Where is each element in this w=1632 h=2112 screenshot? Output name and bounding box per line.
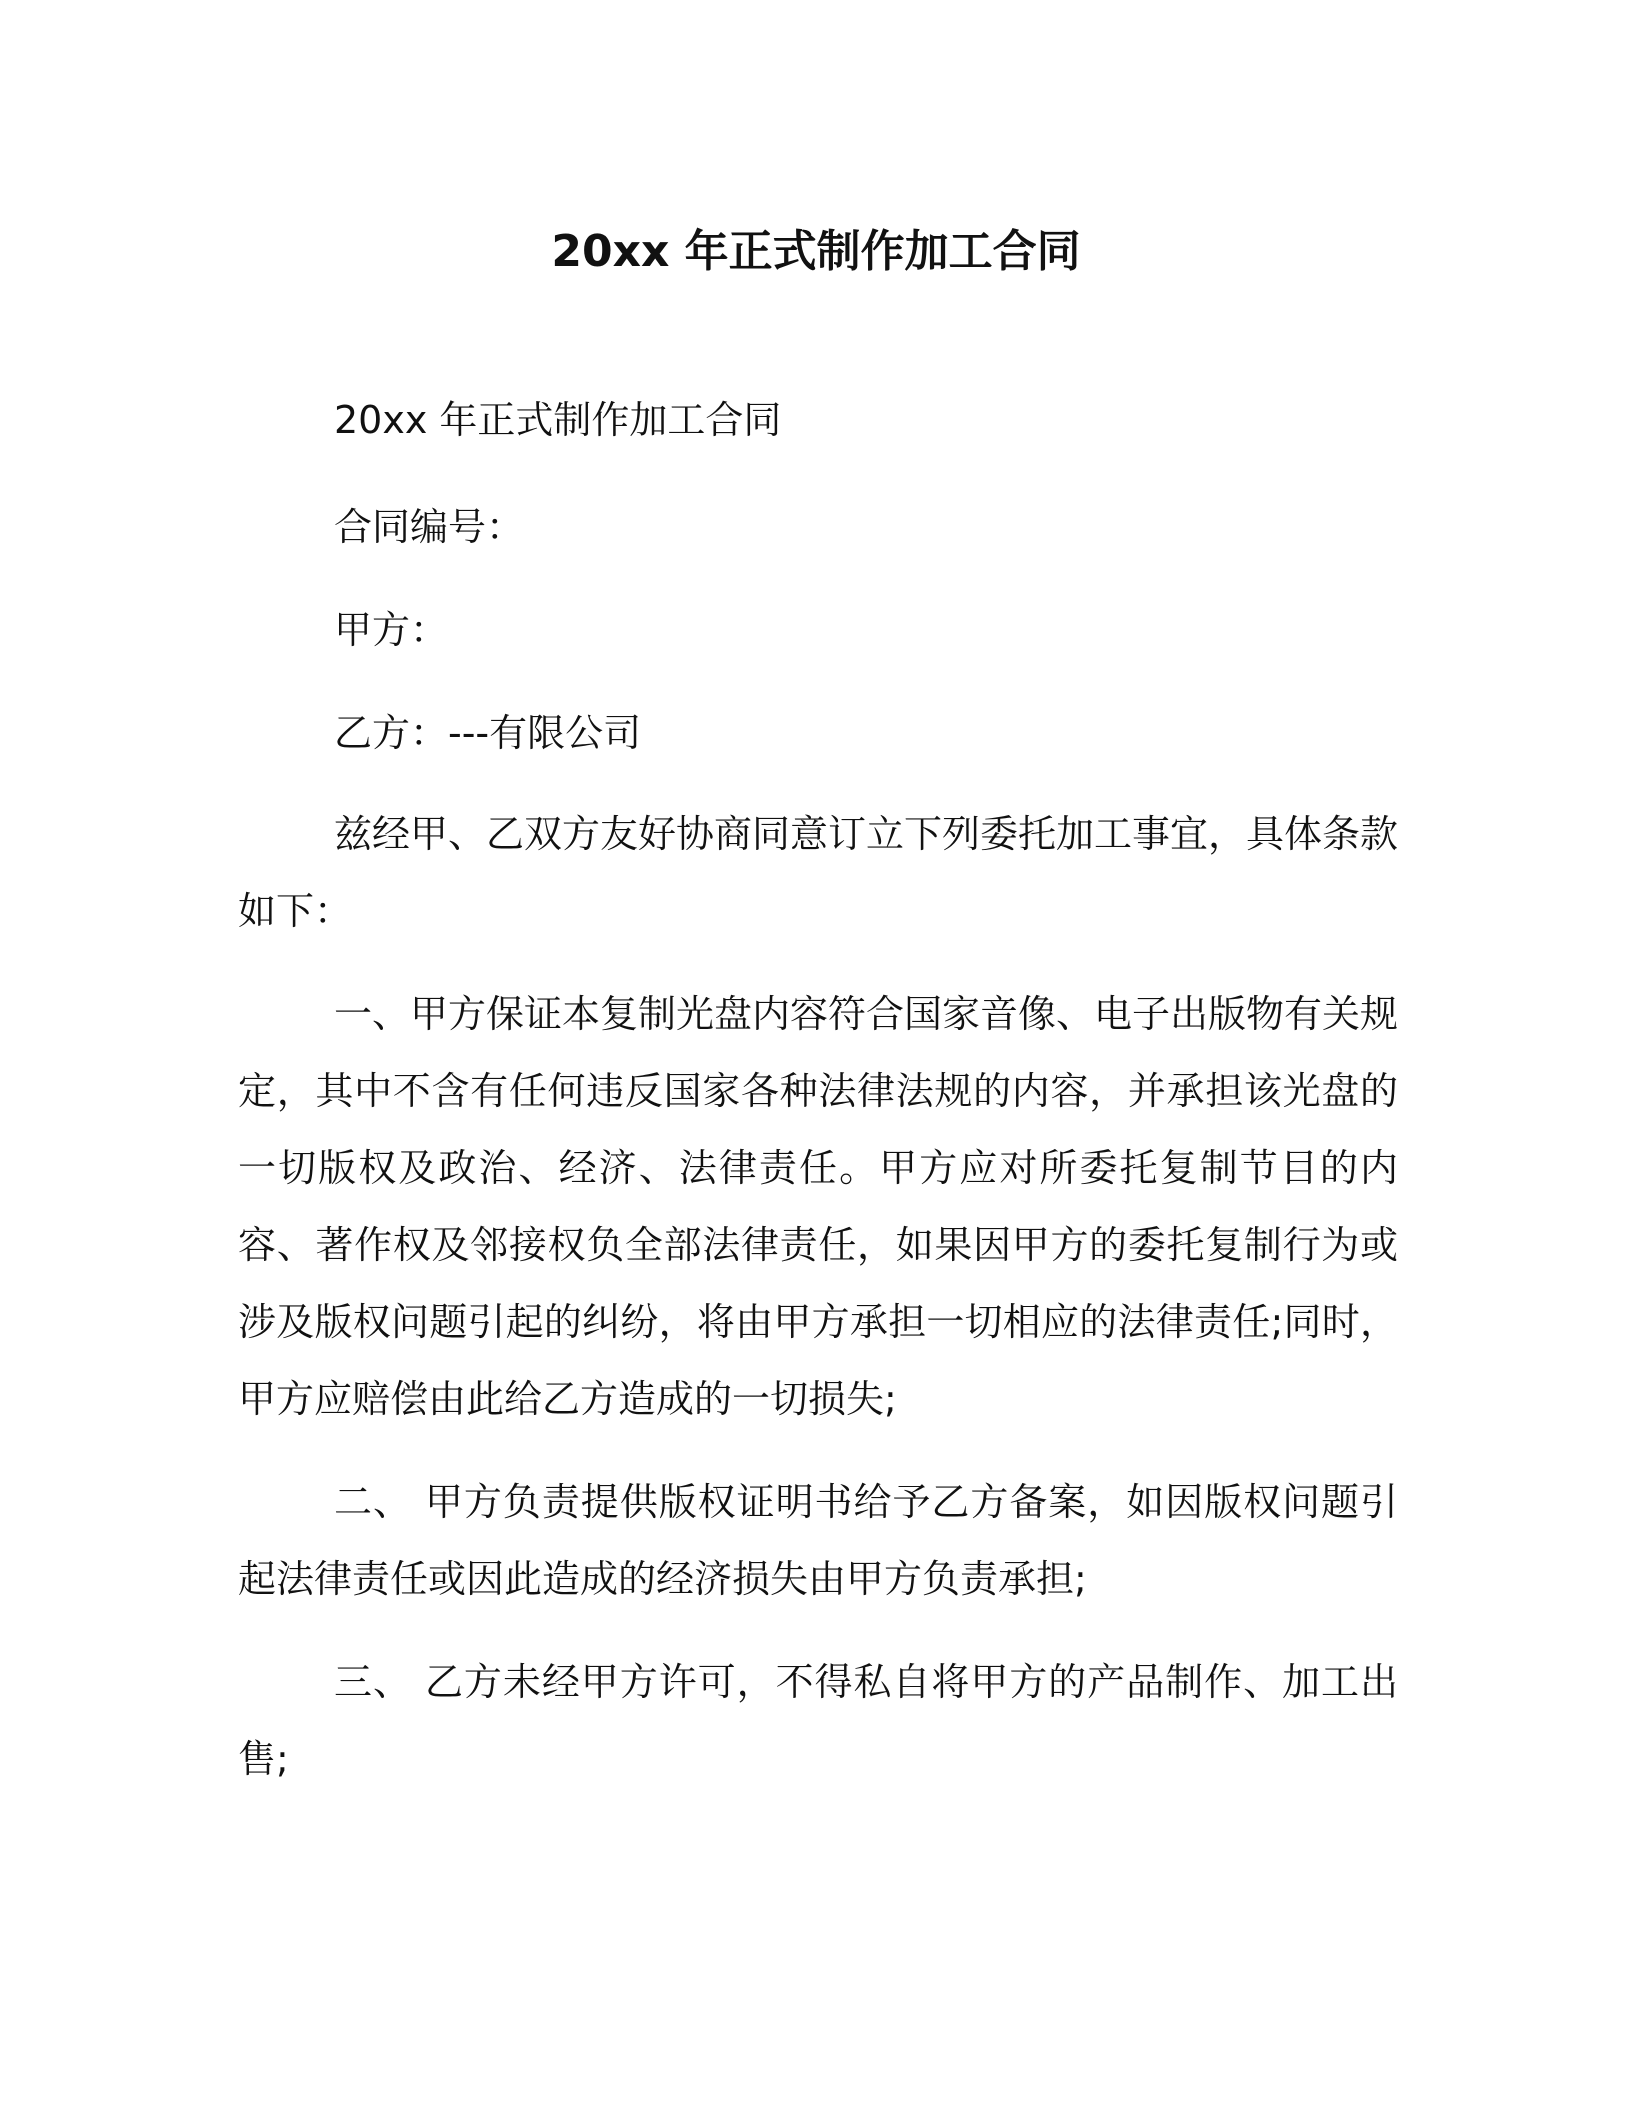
clause-3: 三、 乙方未经甲方许可，不得私自将甲方的产品制作、加工出售;: [238, 1660, 1398, 1781]
clause-1: 一、甲方保证本复制光盘内容符合国家音像、电子出版物有关规定，其中不含有任何违反国家各种法律法规的内容，并承担该光盘的一切版权及政治、经济、法律责任。甲方应对所委托复制节目的内容、著作权及邻接权负全部法律责任，如果因甲方的委托复制行为或涉及版权问题引起的纠纷，将由甲方承担一切相应的法律责任;同时，甲方应赔偿由此给乙方造成的一切损失;: [238, 992, 1399, 1421]
party-b-label: 乙方：---有限公司: [334, 711, 642, 755]
intro-paragraph: 兹经甲、乙双方友好协商同意订立下列委托加工事宜，具体条款如下：: [238, 812, 1399, 933]
party-a-label: 甲方：: [334, 608, 449, 652]
clause-2: 二、 甲方负责提供版权证明书给予乙方备案，如因版权问题引起法律责任或因此造成的经济损失由甲方负责承担;: [238, 1480, 1398, 1601]
document-title: 20xx 年正式制作加工合同: [551, 226, 1081, 277]
document-subtitle: 20xx 年正式制作加工合同: [334, 398, 782, 442]
contract-number-label: 合同编号：: [334, 505, 525, 549]
